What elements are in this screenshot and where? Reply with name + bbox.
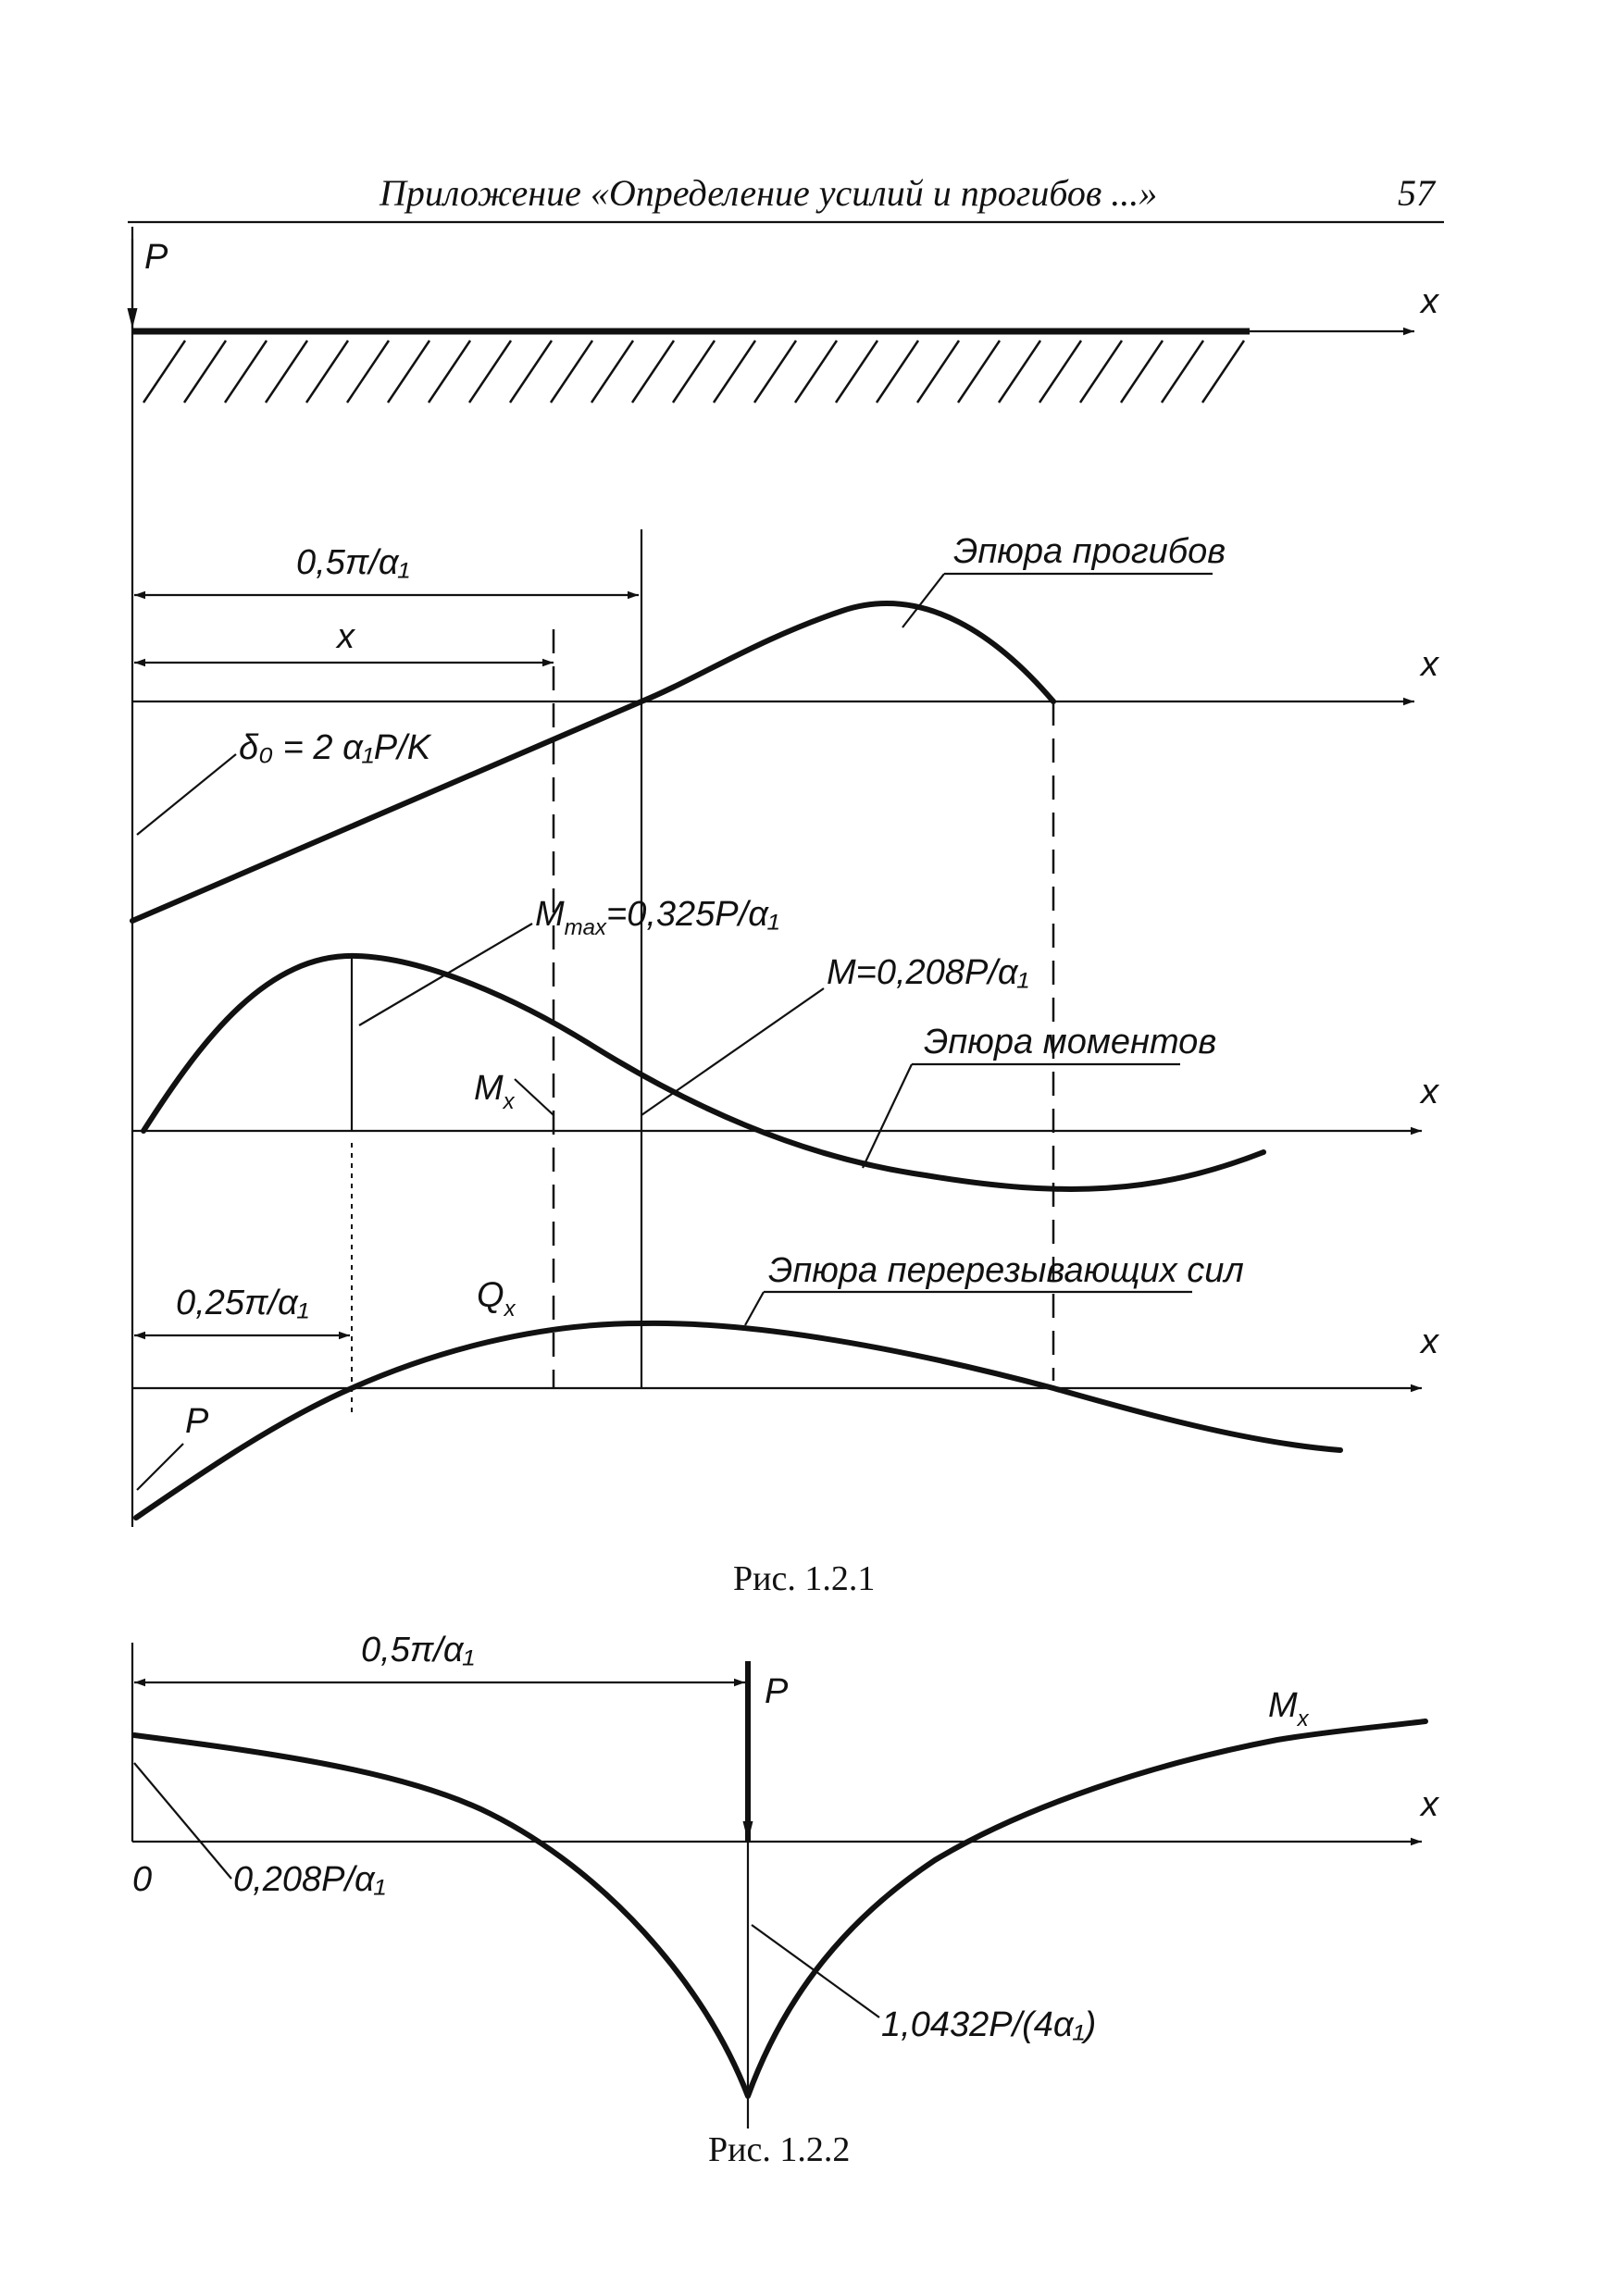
hatch-stroke: [999, 341, 1040, 403]
hatch-stroke: [469, 341, 511, 403]
hatch-stroke: [388, 341, 429, 403]
dim-half-period-label: 0,5π/α₁: [296, 543, 410, 582]
qx-label: $Q_x$: [477, 1276, 516, 1322]
hatch-stroke: [1121, 341, 1163, 403]
hatch-stroke: [591, 341, 633, 403]
fig2-dim-label: 0,5π/α₁: [361, 1631, 475, 1669]
hatch-stroke: [917, 341, 959, 403]
fig2-axis-label: x: [1421, 1785, 1438, 1824]
shear-p-leader: [137, 1444, 183, 1490]
hatch-stroke: [632, 341, 674, 403]
m-value-label: M=0,208P/α₁: [827, 953, 1029, 992]
hatch-stroke: [184, 341, 226, 403]
hatch-stroke: [1080, 341, 1122, 403]
mmax-leader: [359, 924, 532, 1025]
mx-label: $M_x$: [474, 1069, 515, 1114]
fig2-origin: 0: [132, 1860, 153, 1899]
dim-x-label: x: [337, 617, 355, 656]
moment-leader: [863, 1064, 912, 1168]
delta0-label: δ₀ = 2 α₁P/K: [239, 728, 431, 767]
hatch-stroke: [143, 341, 185, 403]
hatch-stroke: [429, 341, 470, 403]
foundation-hatch: [143, 341, 1244, 403]
fig2-load-label: P: [765, 1672, 789, 1711]
hatch-stroke: [754, 341, 796, 403]
hatch-stroke: [347, 341, 389, 403]
figure-1-2-1: [132, 227, 1440, 1598]
page-number: 57: [1398, 172, 1435, 214]
hatch-stroke: [714, 341, 755, 403]
fig2-left-value: 0,208P/α₁: [233, 1860, 386, 1899]
hatch-stroke: [958, 341, 1000, 403]
load-label: P: [144, 238, 168, 277]
hatch-stroke: [1039, 341, 1081, 403]
hatch-stroke: [225, 341, 267, 403]
moment-title: Эпюра моментов: [924, 1023, 1217, 1061]
dim-quarter-period-label: 0,25π/α₁: [176, 1284, 309, 1322]
shear-title: Эпюра перерезывающих сил: [768, 1251, 1244, 1290]
hatch-stroke: [1202, 341, 1244, 403]
hatch-stroke: [551, 341, 592, 403]
figure-2-caption: Рис. 1.2.2: [708, 2130, 851, 2169]
shear-p-label: P: [185, 1402, 209, 1441]
hatch-stroke: [266, 341, 307, 403]
deflection-leader: [902, 574, 944, 627]
hatch-stroke: [510, 341, 552, 403]
fig2-moment-curve: [134, 1721, 1425, 2096]
m-value-leader: [641, 988, 824, 1115]
fig2-peak-value: 1,0432P/(4α₁): [881, 2005, 1097, 2044]
figure-1-caption: Рис. 1.2.1: [733, 1559, 876, 1598]
figure-1-2-2: [132, 1631, 1440, 2169]
fig2-mx-label: $M_x$: [1268, 1686, 1309, 1731]
fig2-peak-leader: [752, 1925, 879, 2017]
page-header: [128, 172, 1444, 222]
hatch-stroke: [1162, 341, 1203, 403]
hatch-stroke: [795, 341, 837, 403]
hatch-stroke: [836, 341, 877, 403]
deflection-title: Эпюра прогибов: [953, 532, 1226, 571]
mx-leader: [515, 1079, 554, 1115]
beam-axis-label: x: [1421, 282, 1438, 321]
hatch-stroke: [306, 341, 348, 403]
shear-curve: [136, 1323, 1340, 1518]
hatch-stroke: [673, 341, 715, 403]
shear-leader: [745, 1292, 764, 1325]
moment-axis-label: x: [1421, 1073, 1438, 1111]
deflection-axis-label: x: [1421, 645, 1438, 684]
shear-axis-label: x: [1421, 1322, 1438, 1361]
mmax-label: $M_{max}=0,325P/\alpha_1$: [535, 895, 779, 940]
delta0-leader: [137, 754, 236, 835]
running-title: Приложение «Определение усилий и прогибов ...»: [380, 172, 1158, 214]
hatch-stroke: [877, 341, 918, 403]
